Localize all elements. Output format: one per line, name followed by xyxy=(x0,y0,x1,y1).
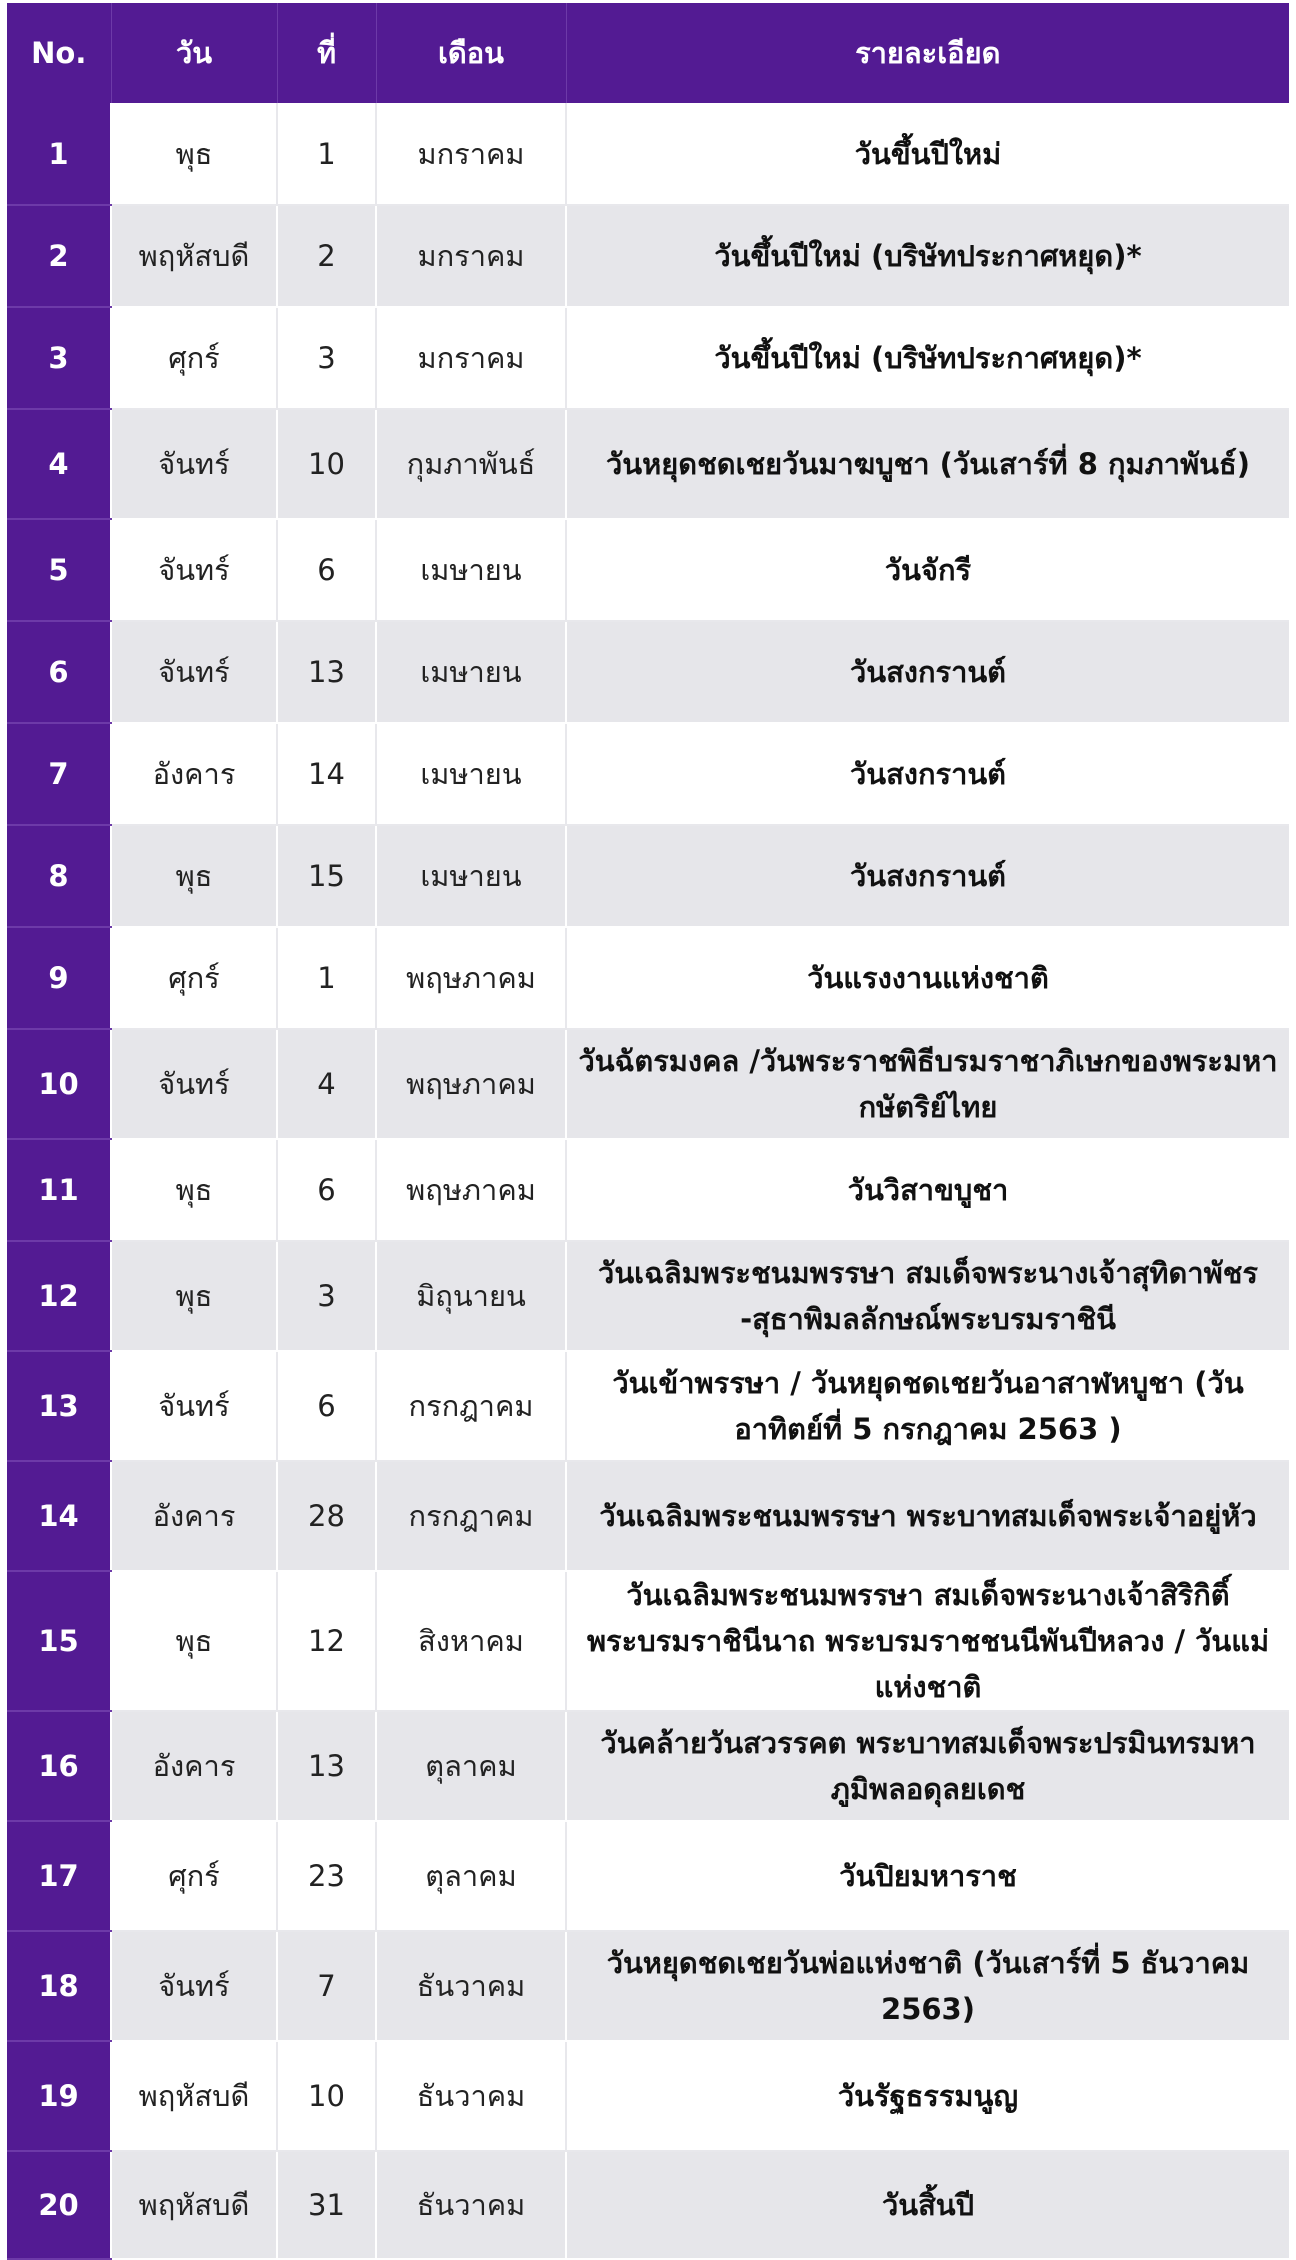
row-detail: วันสิ้นปี xyxy=(566,2151,1289,2259)
row-day: พฤหัสบดี xyxy=(111,2041,277,2151)
row-month: เมษายน xyxy=(376,723,566,825)
row-date: 3 xyxy=(277,1241,376,1351)
row-no: 5 xyxy=(7,519,111,621)
row-detail: วันหยุดชดเชยวันมาฆบูชา (วันเสาร์ที่ 8 กุมภาพันธ์) xyxy=(566,409,1289,519)
row-day: จันทร์ xyxy=(111,1351,277,1461)
table-row xyxy=(7,1571,1289,1711)
row-detail: วันสงกรานต์ xyxy=(566,825,1289,927)
row-date: 3 xyxy=(277,307,376,409)
table-row xyxy=(7,307,1289,409)
row-month: เมษายน xyxy=(376,519,566,621)
table-header-row xyxy=(7,3,1289,103)
row-day: พฤหัสบดี xyxy=(111,2151,277,2259)
table-row xyxy=(7,205,1289,307)
row-no: 8 xyxy=(7,825,111,927)
row-no: 20 xyxy=(7,2151,111,2259)
row-detail: วันขึ้นปีใหม่ (บริษัทประกาศหยุด)* xyxy=(566,205,1289,307)
row-date: 10 xyxy=(277,409,376,519)
row-no: 3 xyxy=(7,307,111,409)
row-detail: วันเฉลิมพระชนมพรรษา สมเด็จพระนางเจ้าสุทิดาพัชร -สุธาพิมลลักษณ์พระบรมราชินี xyxy=(566,1241,1289,1351)
row-day: พุธ xyxy=(111,825,277,927)
row-day: จันทร์ xyxy=(111,409,277,519)
row-month: กุมภาพันธ์ xyxy=(376,409,566,519)
row-no: 6 xyxy=(7,621,111,723)
row-no: 4 xyxy=(7,409,111,519)
row-detail: วันหยุดชดเชยวันพ่อแห่งชาติ (วันเสาร์ที่ 5 ธันวาคม 2563) xyxy=(566,1931,1289,2041)
row-month: เมษายน xyxy=(376,621,566,723)
row-month: มกราคม xyxy=(376,205,566,307)
row-day: ศุกร์ xyxy=(111,1821,277,1931)
row-day: จันทร์ xyxy=(111,1931,277,2041)
header-date: ที่ xyxy=(277,3,376,103)
row-month: มกราคม xyxy=(376,307,566,409)
row-date: 6 xyxy=(277,519,376,621)
table-row xyxy=(7,1139,1289,1241)
row-date: 1 xyxy=(277,927,376,1029)
row-detail: วันวิสาขบูชา xyxy=(566,1139,1289,1241)
row-detail: วันสงกรานต์ xyxy=(566,621,1289,723)
row-day: ศุกร์ xyxy=(111,927,277,1029)
table-row xyxy=(7,2041,1289,2151)
row-month: ตุลาคม xyxy=(376,1821,566,1931)
row-no: 1 xyxy=(7,103,111,205)
table-row xyxy=(7,2151,1289,2259)
row-month: ธันวาคม xyxy=(376,2151,566,2259)
row-month: มกราคม xyxy=(376,103,566,205)
table-row xyxy=(7,723,1289,825)
row-month: ตุลาคม xyxy=(376,1711,566,1821)
row-detail: วันจักรี xyxy=(566,519,1289,621)
table-row xyxy=(7,825,1289,927)
table-row xyxy=(7,927,1289,1029)
row-date: 14 xyxy=(277,723,376,825)
header-month: เดือน xyxy=(376,3,566,103)
table-row xyxy=(7,1461,1289,1571)
row-day: อังคาร xyxy=(111,723,277,825)
row-no: 12 xyxy=(7,1241,111,1351)
table-row xyxy=(7,1241,1289,1351)
table-row xyxy=(7,1711,1289,1821)
row-day: อังคาร xyxy=(111,1461,277,1571)
table-row xyxy=(7,1029,1289,1139)
row-no: 17 xyxy=(7,1821,111,1931)
row-detail: วันเฉลิมพระชนมพรรษา สมเด็จพระนางเจ้าสิริกิติ์พระบรมราชินีนาถ พระบรมราชชนนีพันปีหลวง / วันแม่แห่งชาติ xyxy=(566,1571,1289,1711)
row-date: 23 xyxy=(277,1821,376,1931)
row-month: ธันวาคม xyxy=(376,2041,566,2151)
row-day: พุธ xyxy=(111,1139,277,1241)
row-date: 7 xyxy=(277,1931,376,2041)
row-date: 4 xyxy=(277,1029,376,1139)
row-date: 13 xyxy=(277,1711,376,1821)
row-detail: วันเข้าพรรษา / วันหยุดชดเชยวันอาสาฬหบูชา (วันอาทิตย์ที่ 5 กรกฎาคม 2563 ) xyxy=(566,1351,1289,1461)
row-detail: วันรัฐธรรมนูญ xyxy=(566,2041,1289,2151)
row-no: 10 xyxy=(7,1029,111,1139)
row-month: กรกฎาคม xyxy=(376,1351,566,1461)
table-row xyxy=(7,1351,1289,1461)
row-month: ธันวาคม xyxy=(376,1931,566,2041)
row-detail: วันปิยมหาราช xyxy=(566,1821,1289,1931)
row-month: พฤษภาคม xyxy=(376,927,566,1029)
row-detail: วันขึ้นปีใหม่ (บริษัทประกาศหยุด)* xyxy=(566,307,1289,409)
row-detail: วันคล้ายวันสวรรคต พระบาทสมเด็จพระปรมินทรมหาภูมิพลอดุลยเดช xyxy=(566,1711,1289,1821)
row-month: เมษายน xyxy=(376,825,566,927)
row-no: 14 xyxy=(7,1461,111,1571)
row-date: 6 xyxy=(277,1351,376,1461)
row-date: 15 xyxy=(277,825,376,927)
table-row xyxy=(7,621,1289,723)
row-detail: วันฉัตรมงคล /วันพระราชพิธีบรมราชาภิเษกของพระมหากษัตริย์ไทย xyxy=(566,1029,1289,1139)
row-detail: วันแรงงานแห่งชาติ xyxy=(566,927,1289,1029)
table-row xyxy=(7,409,1289,519)
row-date: 10 xyxy=(277,2041,376,2151)
table-row xyxy=(7,1821,1289,1931)
row-detail: วันขึ้นปีใหม่ xyxy=(566,103,1289,205)
row-no: 19 xyxy=(7,2041,111,2151)
header-detail: รายละเอียด xyxy=(566,3,1289,103)
row-date: 1 xyxy=(277,103,376,205)
row-month: มิถุนายน xyxy=(376,1241,566,1351)
row-month: พฤษภาคม xyxy=(376,1139,566,1241)
holiday-table xyxy=(7,3,1289,2260)
row-day: พฤหัสบดี xyxy=(111,205,277,307)
table-row xyxy=(7,103,1289,205)
row-detail: วันเฉลิมพระชนมพรรษา พระบาทสมเด็จพระเจ้าอยู่หัว xyxy=(566,1461,1289,1571)
row-day: พุธ xyxy=(111,1571,277,1711)
row-no: 15 xyxy=(7,1571,111,1711)
row-no: 7 xyxy=(7,723,111,825)
row-month: กรกฎาคม xyxy=(376,1461,566,1571)
table-row xyxy=(7,519,1289,621)
row-date: 2 xyxy=(277,205,376,307)
header-no: No. xyxy=(7,3,111,103)
row-no: 13 xyxy=(7,1351,111,1461)
row-day: อังคาร xyxy=(111,1711,277,1821)
row-day: ศุกร์ xyxy=(111,307,277,409)
row-date: 28 xyxy=(277,1461,376,1571)
row-no: 2 xyxy=(7,205,111,307)
row-no: 16 xyxy=(7,1711,111,1821)
row-date: 12 xyxy=(277,1571,376,1711)
header-day: วัน xyxy=(111,3,277,103)
row-date: 6 xyxy=(277,1139,376,1241)
row-day: พุธ xyxy=(111,1241,277,1351)
row-no: 18 xyxy=(7,1931,111,2041)
row-day: จันทร์ xyxy=(111,621,277,723)
row-month: พฤษภาคม xyxy=(376,1029,566,1139)
row-day: จันทร์ xyxy=(111,1029,277,1139)
row-no: 9 xyxy=(7,927,111,1029)
row-detail: วันสงกรานต์ xyxy=(566,723,1289,825)
table-row xyxy=(7,1931,1289,2041)
row-no: 11 xyxy=(7,1139,111,1241)
row-month: สิงหาคม xyxy=(376,1571,566,1711)
row-date: 31 xyxy=(277,2151,376,2259)
row-day: จันทร์ xyxy=(111,519,277,621)
row-day: พุธ xyxy=(111,103,277,205)
row-date: 13 xyxy=(277,621,376,723)
